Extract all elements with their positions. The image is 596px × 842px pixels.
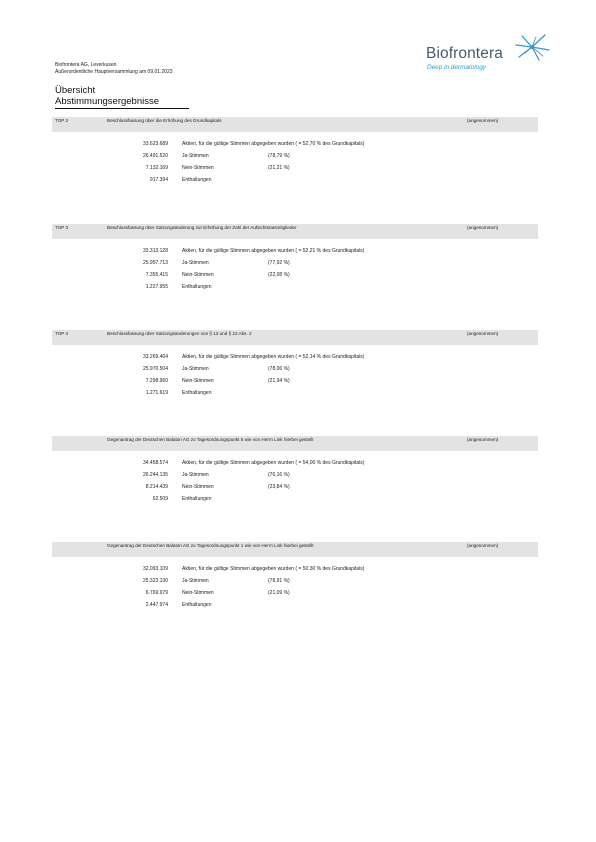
no-value: 7.355.415 <box>145 272 168 278</box>
no-row <box>0 590 596 600</box>
abstain-row <box>0 496 596 506</box>
yes-value: 25.323.130 <box>142 578 168 584</box>
document-header <box>55 62 173 76</box>
no-label: Nein-Stimmen <box>182 272 214 278</box>
shares-label: Aktien, für die gültige Stimmen abgegeben wurden ( = 52,21 % des Grundkapitals) <box>182 248 365 254</box>
resolution-header-bar <box>52 542 538 557</box>
resolution-header-bar <box>52 117 538 132</box>
yes-value: 26.244.135 <box>142 472 168 478</box>
yes-label: Ja-Stimmen <box>182 472 209 478</box>
yes-label: Ja-Stimmen <box>182 578 209 584</box>
yes-label: Ja-Stimmen <box>182 260 209 266</box>
yes-row <box>0 472 596 482</box>
biofrontera-logo <box>426 33 556 78</box>
resolution-status: (angenommen) <box>467 543 499 548</box>
abstain-value: 917.394 <box>149 177 168 183</box>
resolution-header-bar <box>52 224 538 239</box>
resolution-header-bar <box>52 330 538 345</box>
abstain-label: Enthaltungen <box>182 496 212 502</box>
shares-row <box>0 566 596 576</box>
no-label: Nein-Stimmen <box>182 378 214 384</box>
resolution-description: Beschlussfassung über Satzungsänderungen von § 13 und § 22 Abs. 2 <box>107 331 252 336</box>
shares-value: 33.269.464 <box>142 354 168 360</box>
resolution-status: (angenommen) <box>467 118 499 123</box>
shares-row <box>0 141 596 151</box>
agenda-item-number: TOP 2 <box>55 118 69 123</box>
meeting-line: Außerordentliche Hauptversammlung am 09.01.2023 <box>55 69 173 75</box>
page-title: Übersicht Abstimmungsergebnisse <box>55 85 189 109</box>
yes-value: 25.970.504 <box>142 366 168 372</box>
yes-percent: (77,92 %) <box>268 260 290 266</box>
abstain-value: 2.447.974 <box>145 602 168 608</box>
resolution-status: (angenommen) <box>467 225 499 230</box>
shares-row <box>0 354 596 364</box>
company-line: Biofrontera AG, Leverkusen <box>55 62 117 68</box>
abstain-row <box>0 284 596 294</box>
shares-row <box>0 248 596 258</box>
resolution-description: Gegenantrag der Deutschen Balaton AG zu Tagesordnungspunkt 5 wie von Herrn Link hierbei gestellt <box>107 437 314 442</box>
shares-label: Aktien, für die gültige Stimmen abgegeben wurden ( = 50,30 % des Grundkapitals) <box>182 566 365 572</box>
no-label: Nein-Stimmen <box>182 590 214 596</box>
abstain-label: Enthaltungen <box>182 602 212 608</box>
no-row <box>0 165 596 175</box>
no-value: 7.132.169 <box>145 165 168 171</box>
yes-percent: (78,06 %) <box>268 366 290 372</box>
shares-label: Aktien, für die gültige Stimmen abgegeben wurden ( = 52,14 % des Grundkapitals) <box>182 354 365 360</box>
shares-value: 33.623.689 <box>142 141 168 147</box>
no-label: Nein-Stimmen <box>182 165 214 171</box>
yes-row <box>0 260 596 270</box>
yes-percent: (76,16 %) <box>268 472 290 478</box>
logo-tagline: Deep in dermatology <box>427 64 486 71</box>
no-value: 6.769.979 <box>145 590 168 596</box>
abstain-row <box>0 602 596 612</box>
yes-label: Ja-Stimmen <box>182 153 209 159</box>
agenda-item-number: TOP 3 <box>55 225 69 230</box>
no-value: 7.298.960 <box>145 378 168 384</box>
abstain-value: 62.509 <box>152 496 168 502</box>
resolution-status: (angenommen) <box>467 331 499 336</box>
shares-value: 33.313.128 <box>142 248 168 254</box>
resolution-status: (angenommen) <box>467 437 499 442</box>
no-percent: (21,09 %) <box>268 590 290 596</box>
resolution-header-bar <box>52 436 538 451</box>
abstain-label: Enthaltungen <box>182 177 212 183</box>
shares-value: 34.458.574 <box>142 460 168 466</box>
yes-percent: (78,91 %) <box>268 578 290 584</box>
shares-value: 32.093.109 <box>142 566 168 572</box>
no-percent: (22,08 %) <box>268 272 290 278</box>
no-percent: (23,84 %) <box>268 484 290 490</box>
agenda-item-number: TOP 4 <box>55 331 69 336</box>
abstain-label: Enthaltungen <box>182 284 212 290</box>
yes-row <box>0 578 596 588</box>
abstain-row <box>0 177 596 187</box>
no-value: 8.214.439 <box>145 484 168 490</box>
no-row <box>0 484 596 494</box>
abstain-row <box>0 390 596 400</box>
resolution-description: Beschlussfassung über die Erhöhung des Grundkapitals <box>107 118 222 123</box>
yes-value: 25.957.713 <box>142 260 168 266</box>
star-burst-icon <box>512 33 552 63</box>
yes-row <box>0 366 596 376</box>
abstain-value: 1.227.955 <box>145 284 168 290</box>
no-row <box>0 272 596 282</box>
no-row <box>0 378 596 388</box>
shares-label: Aktien, für die gültige Stimmen abgegeben wurden ( = 54,00 % des Grundkapitals) <box>182 460 365 466</box>
shares-label: Aktien, für die gültige Stimmen abgegeben wurden ( = 52,70 % des Grundkapitals) <box>182 141 365 147</box>
shares-row <box>0 460 596 470</box>
resolution-description: Beschlussfassung über Satzungsänderung zur Erhöhung der Zahl der Aufsichtsratsmitglieder <box>107 225 297 230</box>
yes-value: 26.491.520 <box>142 153 168 159</box>
yes-row <box>0 153 596 163</box>
no-percent: (21,21 %) <box>268 165 290 171</box>
no-percent: (21,94 %) <box>268 378 290 384</box>
logo-wordmark: Biofrontera <box>426 45 503 62</box>
abstain-label: Enthaltungen <box>182 390 212 396</box>
resolution-description: Gegenantrag der Deutschen Balaton AG zu Tagesordnungspunkt 1 wie von Herrn Link hierbei gestellt <box>107 543 314 548</box>
yes-label: Ja-Stimmen <box>182 366 209 372</box>
no-label: Nein-Stimmen <box>182 484 214 490</box>
yes-percent: (78,79 %) <box>268 153 290 159</box>
abstain-value: 1.271.619 <box>145 390 168 396</box>
